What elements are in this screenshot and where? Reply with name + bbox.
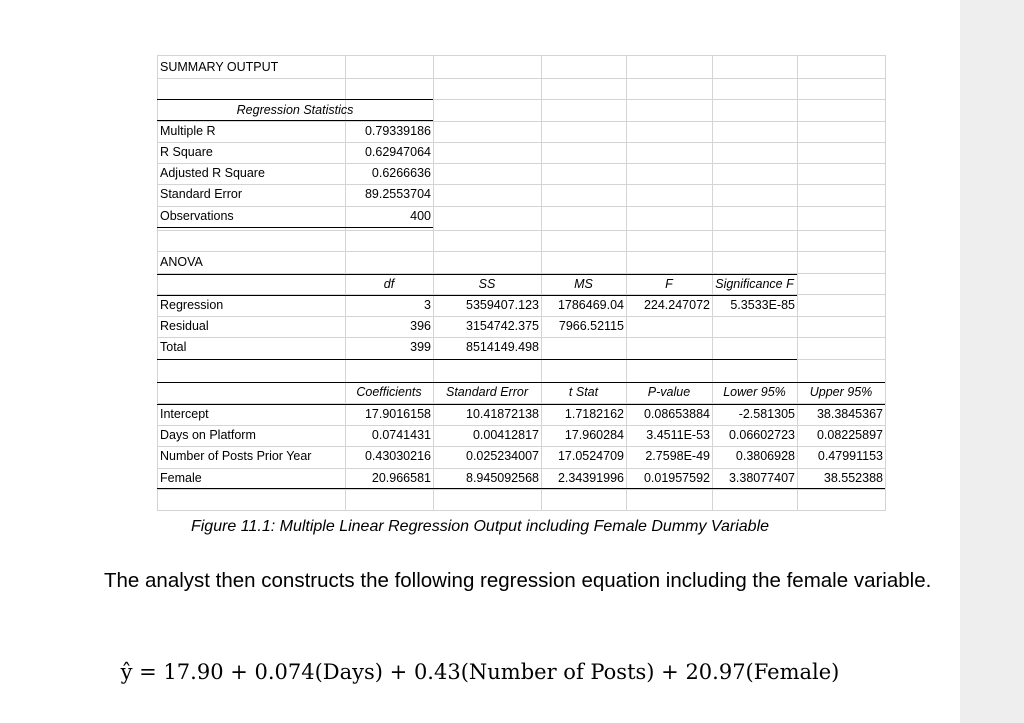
coef-lower-95: 0.06602723 — [728, 428, 795, 442]
coef-header: Coefficients — [356, 385, 422, 399]
coef-upper-95: 38.3845367 — [816, 407, 883, 421]
coef-t-stat: 1.7182162 — [564, 407, 624, 421]
anova-header: F — [665, 277, 673, 291]
anova-ms: 1786469.04 — [557, 298, 624, 312]
stat-value: 89.2553704 — [364, 187, 431, 201]
body-paragraph: The analyst then constructs the following regression equation including the female variable. — [104, 569, 932, 592]
coef-lower-95: 3.38077407 — [728, 471, 795, 485]
coef-upper-95: 0.47991153 — [817, 449, 883, 463]
anova-ss: 8514149.498 — [466, 340, 539, 354]
coef-t-stat: 17.0524709 — [557, 449, 624, 463]
coef-header: t Stat — [568, 385, 599, 399]
stat-label: Observations — [160, 209, 234, 223]
coef-upper-95: 0.08225897 — [816, 428, 883, 442]
anova-df: 399 — [410, 340, 431, 354]
stat-label: Standard Error — [160, 187, 242, 201]
summary-output-title: SUMMARY OUTPUT — [160, 60, 279, 74]
regression-statistics-heading: Regression Statistics — [236, 103, 354, 117]
regression-equation: ŷ = 17.90 + 0.074(Days) + 0.43(Number of Posts) + 20.97(Female) — [120, 660, 840, 684]
coef-t-stat: 2.34391996 — [557, 471, 624, 485]
anova-f: 224.247072 — [643, 298, 710, 312]
coef-standard-error: 0.025234007 — [466, 449, 539, 463]
stat-label: Adjusted R Square — [160, 166, 265, 180]
stat-value: 0.6266636 — [371, 166, 431, 180]
coef-header: Standard Error — [446, 385, 528, 399]
coef-value: 20.966581 — [371, 471, 431, 485]
coef-standard-error: 8.945092568 — [466, 471, 539, 485]
coef-standard-error: 0.00412817 — [472, 428, 539, 442]
coef-p-value: 0.08653884 — [643, 407, 710, 421]
anova-df: 396 — [410, 319, 431, 333]
anova-ss: 3154742.375 — [466, 319, 539, 333]
coef-upper-95: 38.552388 — [823, 471, 883, 485]
coef-value: 0.0741431 — [371, 428, 431, 442]
coef-p-value: 0.01957592 — [643, 471, 710, 485]
anova-title: ANOVA — [160, 255, 203, 269]
stat-label: R Square — [160, 145, 213, 159]
anova-row-label: Total — [160, 340, 187, 354]
anova-df: 3 — [424, 298, 431, 312]
right-margin-panel — [960, 0, 1024, 723]
coef-header: Upper 95% — [809, 385, 873, 399]
coef-p-value: 2.7598E-49 — [645, 449, 710, 463]
coef-row-label: Number of Posts Prior Year — [160, 449, 312, 463]
figure-caption: Figure 11.1: Multiple Linear Regression Output including Female Dummy Variable — [190, 518, 770, 535]
anova-ss: 5359407.123 — [466, 298, 539, 312]
anova-header: MS — [574, 277, 593, 291]
coef-header: P-value — [647, 385, 691, 399]
coef-standard-error: 10.41872138 — [466, 407, 539, 421]
coef-header: Lower 95% — [723, 385, 786, 399]
anova-ms: 7966.52115 — [558, 319, 624, 333]
coef-value: 17.9016158 — [364, 407, 431, 421]
coef-value: 0.43030216 — [364, 449, 431, 463]
coef-lower-95: -2.581305 — [738, 407, 795, 421]
regression-output-table — [157, 55, 886, 510]
anova-significance-f: 5.3533E-85 — [730, 298, 795, 312]
coef-t-stat: 17.960284 — [564, 428, 624, 442]
anova-header: SS — [478, 277, 496, 291]
anova-row-label: Residual — [160, 319, 209, 333]
stat-value: 0.79339186 — [364, 124, 431, 138]
anova-header: df — [383, 277, 395, 291]
coef-lower-95: 0.3806928 — [735, 449, 795, 463]
stat-value: 0.62947064 — [364, 145, 431, 159]
stat-label: Multiple R — [160, 124, 216, 138]
coef-row-label: Intercept — [160, 407, 209, 421]
anova-header: Significance F — [715, 277, 794, 291]
coef-row-label: Days on Platform — [160, 428, 256, 442]
stat-value: 400 — [410, 209, 431, 223]
coef-p-value: 3.4511E-53 — [646, 428, 710, 442]
anova-row-label: Regression — [160, 298, 224, 312]
coef-row-label: Female — [160, 471, 202, 485]
